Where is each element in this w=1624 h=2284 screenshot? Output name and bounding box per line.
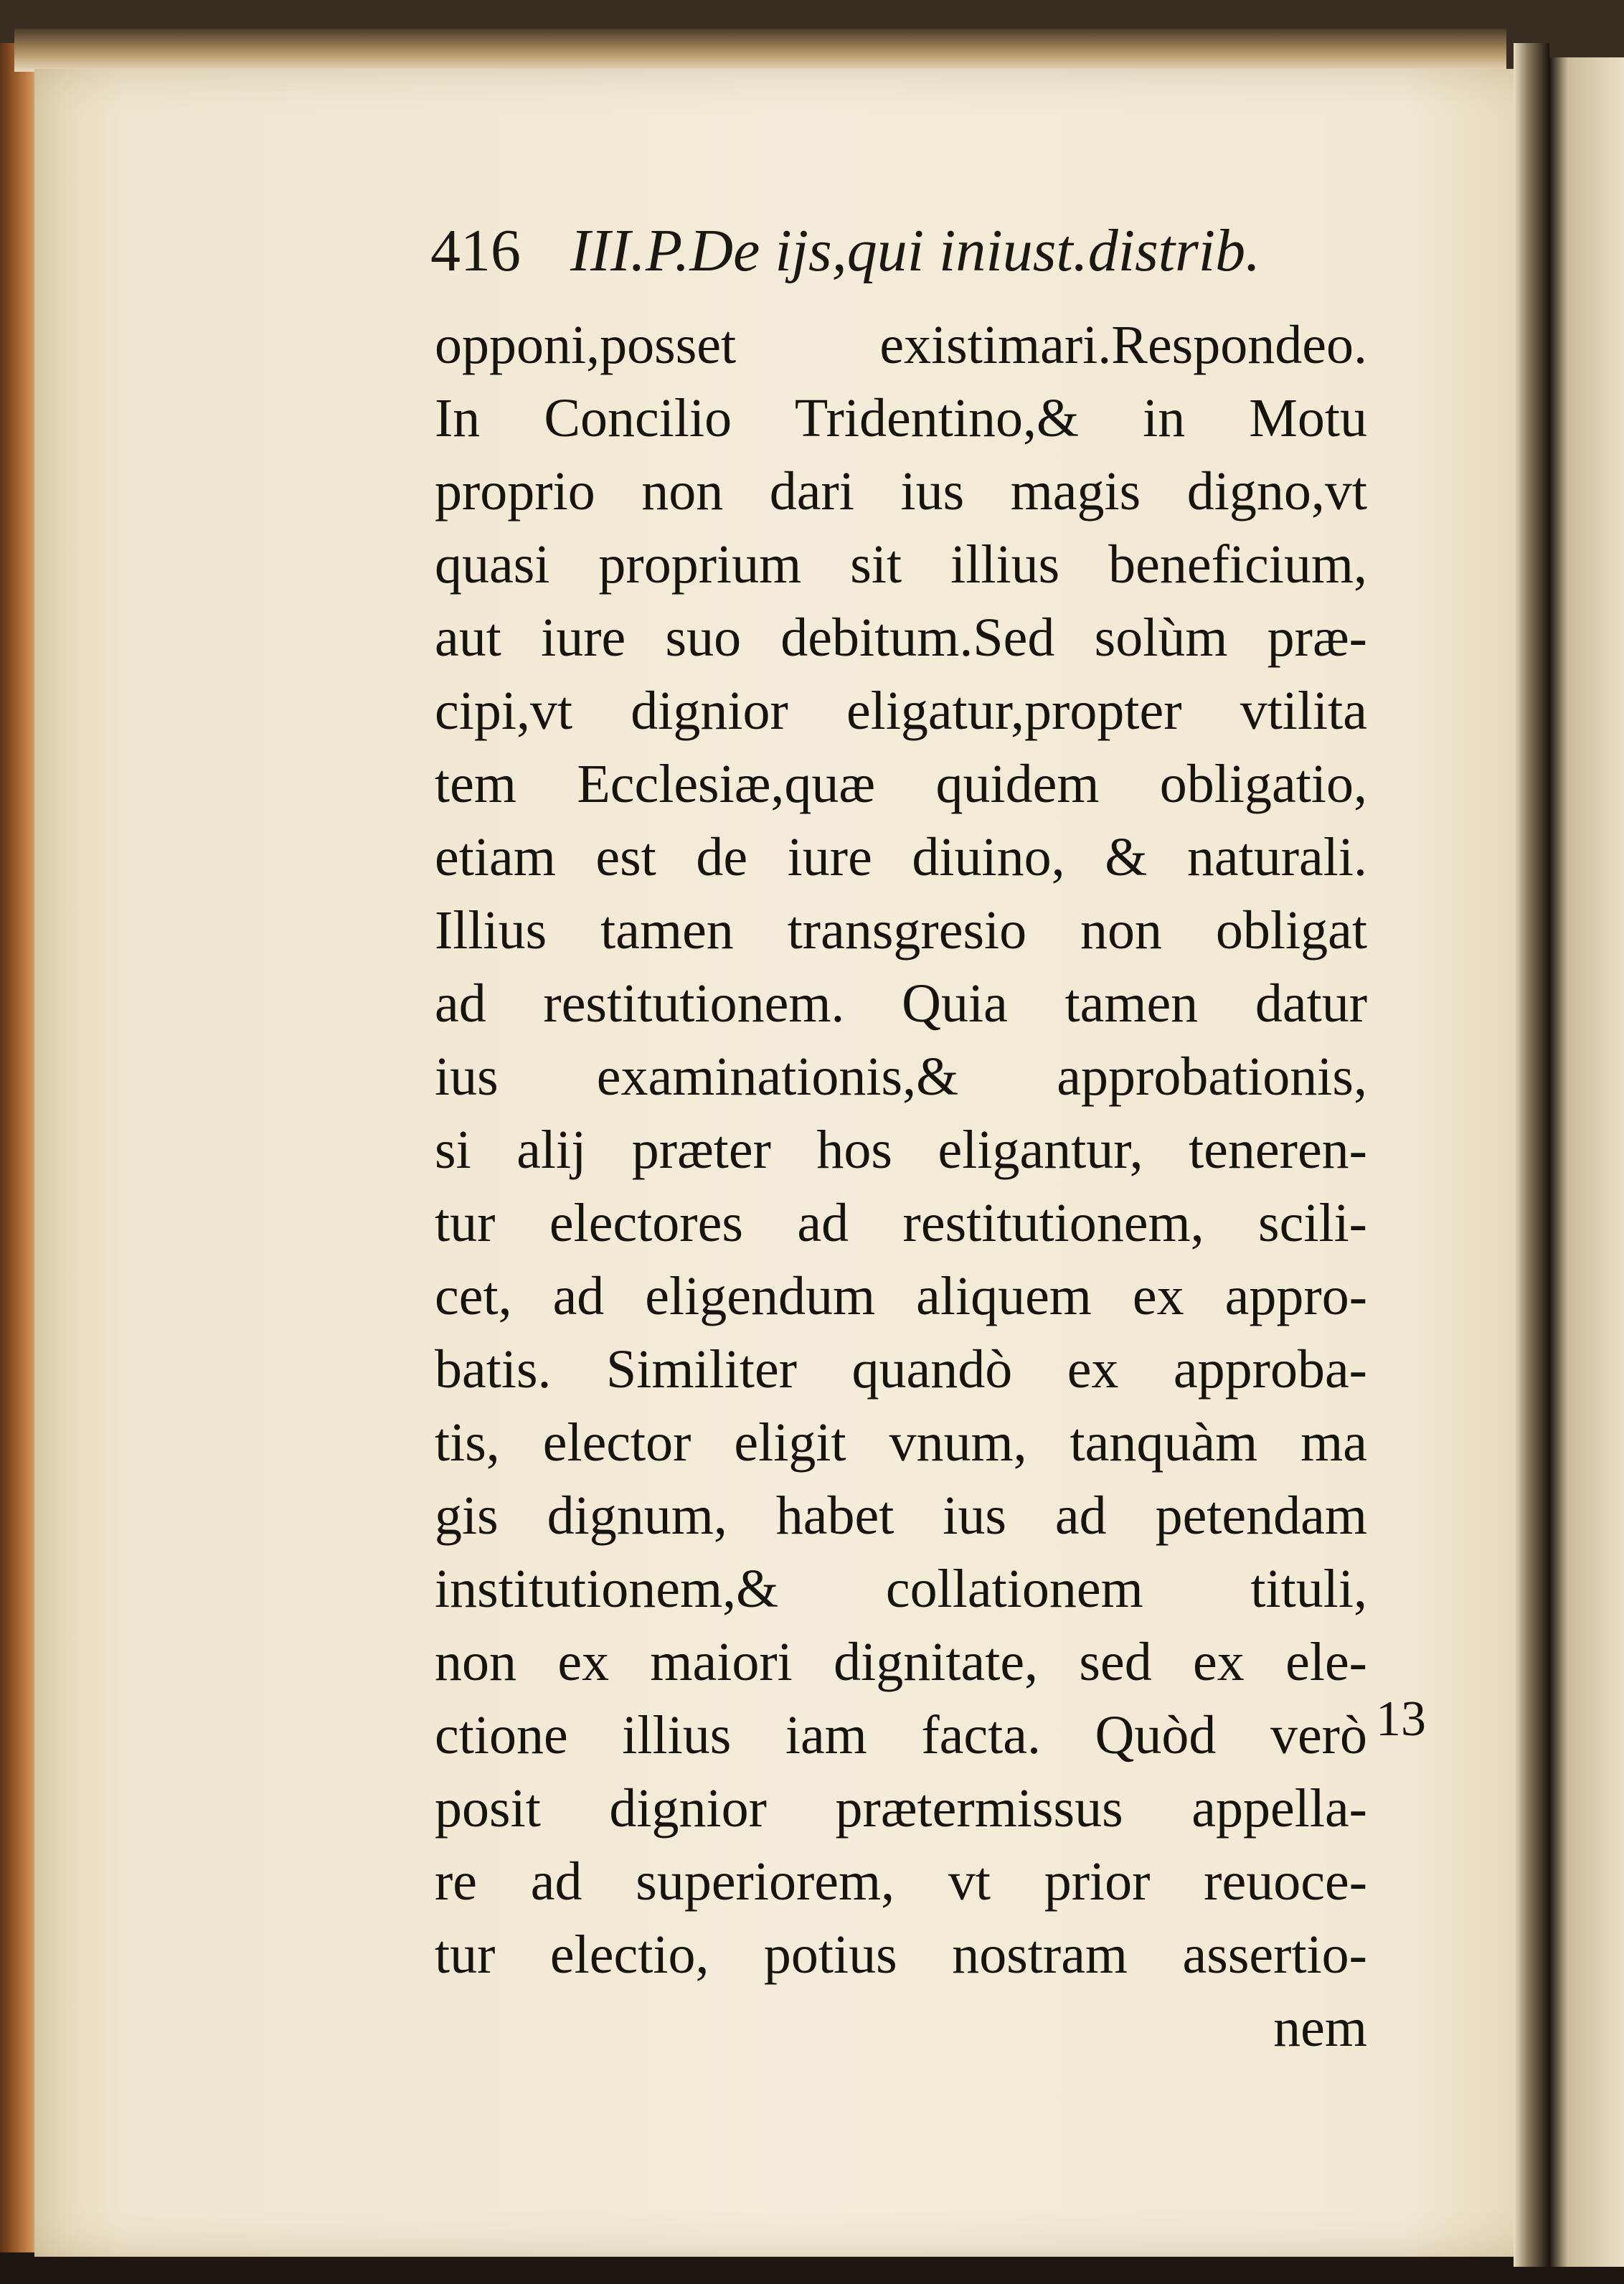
text-line: non ex maiori dignitate, sed ex ele- (435, 1632, 1367, 1692)
running-head (430, 208, 1363, 294)
text-line: Illius tamen transgresio non obligat (435, 900, 1367, 961)
facing-page-edge (1549, 57, 1624, 2267)
book-top-edge (14, 29, 1506, 72)
text-line: etiam est de iure diuino, & naturali. (435, 827, 1367, 887)
text-line: In Concilio Tridentino,& in Motu (435, 388, 1367, 448)
text-line: tur electores ad restitutionem, scili- (435, 1193, 1367, 1253)
book-gutter (1514, 43, 1549, 2267)
body-text (435, 308, 1367, 2064)
catchword: nem (1273, 1998, 1367, 2058)
text-line: institutionem,& collationem tituli, (435, 1559, 1367, 1619)
text-line: si alij præter hos eligantur, teneren- (435, 1120, 1367, 1180)
text-line: cipi,vt dignior eligatur,propter vtilita (435, 681, 1367, 741)
text-line: re ad superiorem, vt prior reuoce- (435, 1851, 1367, 1912)
text-line: ad restitutionem. Quia tamen datur (435, 973, 1367, 1034)
text-line: ius examinationis,& approbationis, (435, 1047, 1367, 1107)
text-line: tem Ecclesiæ,quæ quidem obligatio, (435, 754, 1367, 814)
text-line: tur electio, potius nostram assertio- (435, 1925, 1367, 1985)
text-line: batis. Similiter quandò ex approba- (435, 1339, 1367, 1400)
text-line: aut iure suo debitum.Sed solùm præ- (435, 608, 1367, 668)
text-line: ctione illius iam facta. Quòd verò (435, 1705, 1367, 1765)
text-line: opponi,posset existimari.Respondeo. (435, 315, 1367, 375)
text-line: posit dignior prætermissus appella- (435, 1778, 1367, 1839)
text-line: quasi proprium sit illius beneficium, (435, 534, 1367, 595)
text-line: cet, ad eligendum aliquem ex appro- (435, 1266, 1367, 1326)
text-line: gis dignum, habet ius ad petendam (435, 1486, 1367, 1546)
running-title: III.P.De ijs,qui iniust.distrib. (570, 217, 1261, 284)
text-line: proprio non dari ius magis digno,vt (435, 461, 1367, 522)
margin-number: 13 (1376, 1691, 1426, 1747)
page-number: 416 (430, 217, 521, 284)
text-line: tis, elector eligit vnum, tanquàm ma (435, 1412, 1367, 1473)
